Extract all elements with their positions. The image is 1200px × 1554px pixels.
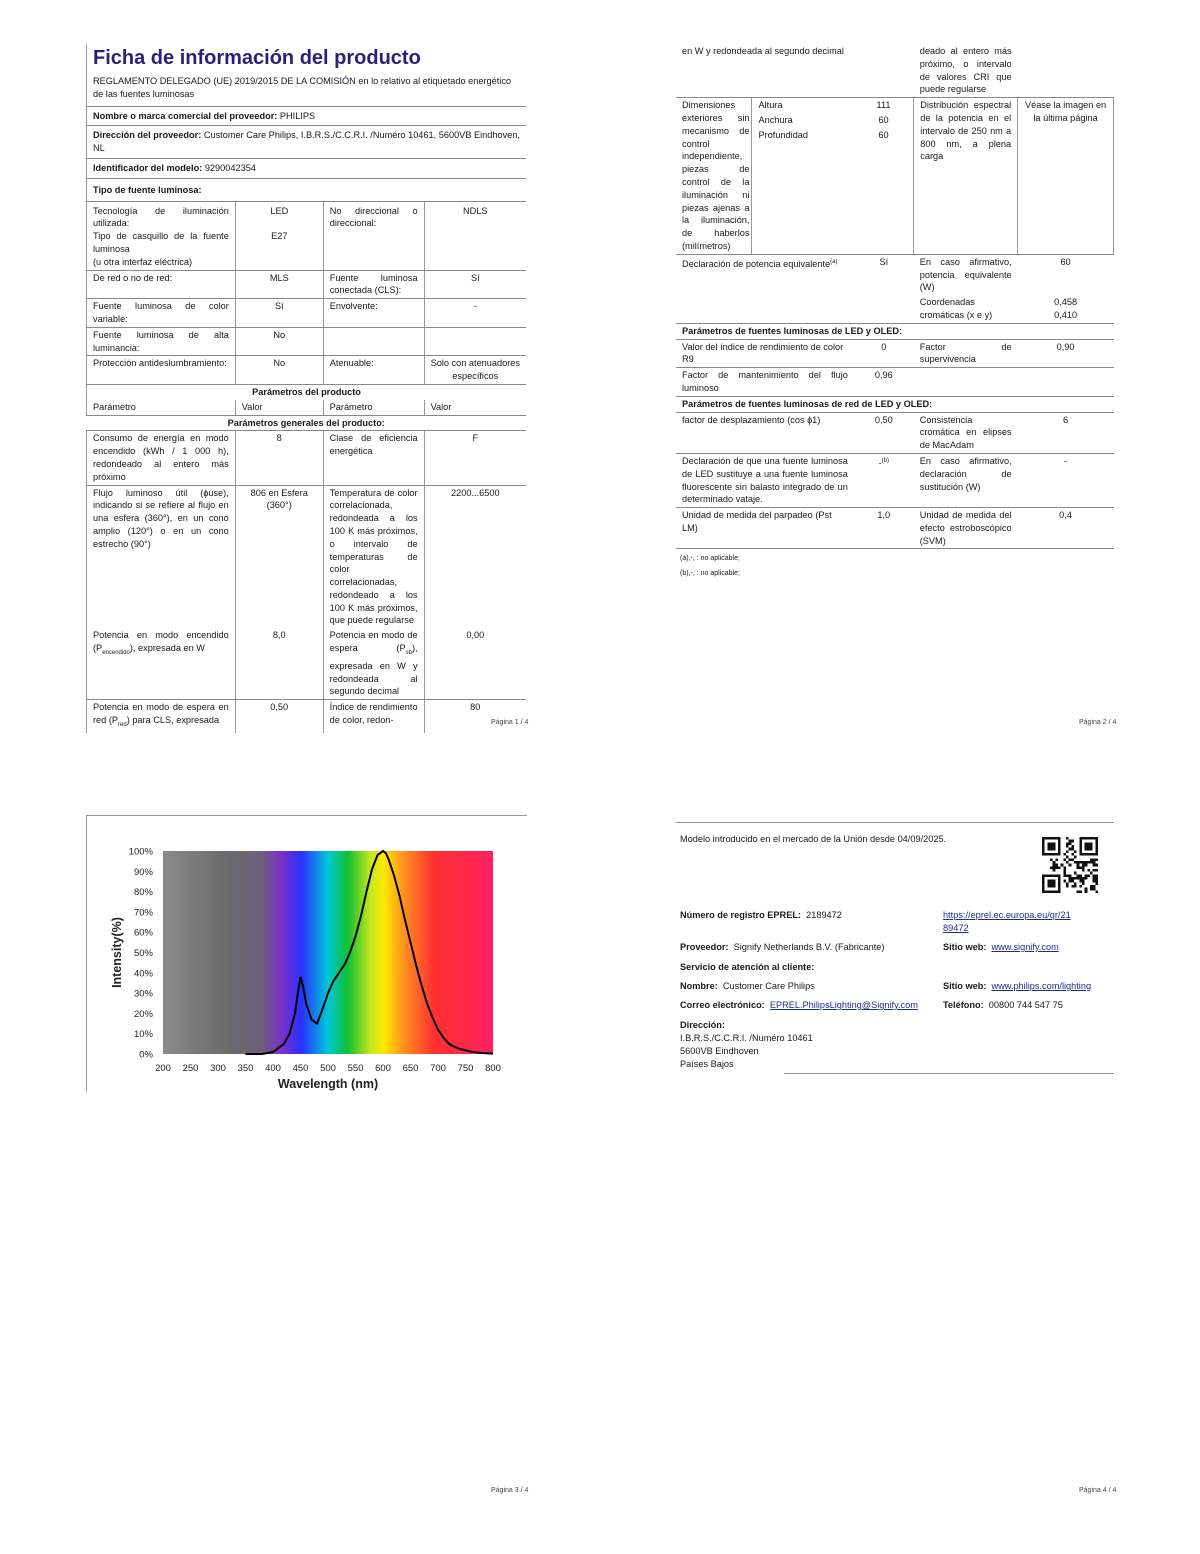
- replace-value: -$^{(b)}$: [854, 453, 914, 507]
- cri-label: Índice de rendimiento de color, redon-: [323, 700, 424, 733]
- page-4: [676, 822, 1114, 1075]
- mains-led-header: Parámetros de fuentes luminosas de red de LED y OLED:: [676, 396, 1114, 412]
- replace-label: Declaración de que una fuente luminosa de LED sustituye a una fuente luminosa fluorescente sin balasto integrado de un determinado vataje.: [676, 453, 854, 507]
- svm-value: 0,4: [1018, 508, 1114, 549]
- cri-value: 80: [424, 700, 526, 733]
- led-header: Parámetros de fuentes luminosas de LED y OLED:: [676, 323, 1114, 339]
- spd-label: Distribución espectral de la potencia en el intervalo de 250 nm a 800 nm, a plena carga: [914, 98, 1018, 255]
- depth-value: 60: [878, 129, 889, 140]
- y-tick-label: 100%: [128, 846, 153, 858]
- product-params-header: Parámetros del producto: [87, 385, 527, 400]
- eprel-label: Número de registro EPREL:: [680, 910, 801, 920]
- pon-value: 8,0: [235, 628, 323, 699]
- cls-label: Fuente luminosa conectada (CLS):: [323, 270, 424, 299]
- address-line-2: 5600VB Eindhoven: [680, 1046, 759, 1056]
- source-type-row: [86, 179, 526, 202]
- y-tick-label: 70%: [133, 907, 153, 919]
- envelope-label: Envolvente:: [323, 299, 424, 328]
- page-title: Ficha de información del producto: [86, 44, 526, 72]
- equiv-label: Declaración de potencia equivalente$^{(a)}$: [682, 258, 838, 269]
- eprel-url[interactable]: https://eprel.ec.europa.eu/qr/21 89472: [943, 910, 1071, 933]
- page-number-2: Página 2 / 4: [1079, 719, 1117, 726]
- tech-value-cell: [235, 202, 323, 270]
- model-row: [86, 159, 526, 179]
- col-value-header: Valor: [235, 400, 323, 415]
- web-label: Sitio web:: [943, 942, 987, 952]
- web2-row: [943, 980, 1091, 993]
- depth-label: Profundidad: [758, 129, 809, 140]
- equiv-value: Sí: [879, 256, 889, 267]
- y-tick-label: 30%: [133, 988, 153, 1000]
- bottom-divider: [784, 1073, 1114, 1074]
- phone-value: 00800 744 547 75: [988, 1000, 1063, 1010]
- col-value2-header: Valor: [424, 400, 526, 415]
- flux-label: Flujo luminoso útil (ɸuse), indicando si se refiere al flujo en una esfera (360°), en un cono amplio (120°) o en un cono estrecho (90°): [87, 485, 236, 628]
- antiglare-value: No: [235, 356, 323, 385]
- height-value: 111: [876, 100, 891, 111]
- colour-tunable-label: Fuente luminosa de color variable:: [87, 299, 236, 328]
- supplier-name-row: [86, 106, 526, 127]
- disp-label: factor de desplazamiento (cos ɸ1): [676, 412, 854, 453]
- col-param-header: Parámetro: [87, 400, 236, 415]
- service-row: [680, 961, 814, 974]
- flicker-value: 1,0: [854, 508, 914, 549]
- macadam-label: Consistencia cromática en elipses de MacAdam: [914, 412, 1018, 453]
- x-tick-label: 200: [155, 1063, 171, 1074]
- spd-value: Véase la imagen en la última página: [1018, 98, 1114, 255]
- footnote-b: (b),-, : no aplicable;: [680, 570, 740, 578]
- dimmable-value: Solo con atenuadores específicos: [424, 356, 526, 385]
- cap-note: (u otra interfaz eléctrica): [93, 256, 193, 267]
- page-number-4: Página 4 / 4: [1079, 1487, 1117, 1494]
- mains-value: MLS: [235, 270, 323, 299]
- psb-label: Potencia en modo de espera $(P_{sb})$, expresada en W y redondeada al segundo decimal: [323, 628, 424, 699]
- y-tick-label: 80%: [133, 887, 153, 899]
- y-axis-label: Intensity(%): [110, 917, 124, 988]
- psb-value: 0,00: [424, 628, 526, 699]
- y-tick-label: 0%: [139, 1049, 153, 1061]
- high-luminance-value: No: [235, 327, 323, 356]
- y-tick-label: 50%: [133, 948, 153, 959]
- general-params-header: Parámetros generales del producto:: [87, 415, 527, 431]
- colour-tunable-value: Sí: [235, 299, 323, 328]
- footnote-a: (a),-, : no aplicable;: [680, 555, 740, 563]
- pon-label: Potencia en modo encendido $(P_{encendido})$, expresada en W: [87, 628, 236, 699]
- x-axis-label: Wavelength (nm): [277, 1077, 379, 1091]
- y-tick-label: 60%: [133, 927, 153, 939]
- x-tick-label: 800: [485, 1063, 501, 1074]
- email-label: Correo electrónico:: [680, 1000, 765, 1010]
- equiv-power-label: En caso afirmativo, potencia equivalente (W): [919, 256, 1012, 293]
- page-1: [86, 44, 529, 733]
- cont-left: en W y redondeada al segundo decimal: [676, 44, 854, 98]
- chroma-x: 0,458: [1054, 297, 1078, 308]
- address-block: [680, 1019, 813, 1071]
- directional-label: No direccional o direccional:: [323, 202, 424, 270]
- dims-names: [752, 98, 854, 255]
- y-tick-label: 20%: [133, 1008, 153, 1020]
- product-params-table: [86, 385, 529, 733]
- page-number-3: Página 3 / 4: [491, 1487, 529, 1494]
- disp-value: 0,50: [854, 412, 914, 453]
- x-tick-label: 600: [375, 1063, 391, 1074]
- email-row: [680, 999, 918, 1012]
- pnet-label: Potencia en modo de espera en red $(P_{red})$ para CLS, expresada: [87, 700, 236, 733]
- chroma-label: Coordenadas cromáticas (x e y): [914, 295, 1018, 323]
- directional-value: NDLS: [424, 202, 526, 270]
- cont-right: deado al entero más próximo, o intervalo de valores CRI que puede regularse: [914, 44, 1018, 98]
- tech-value: LED: [270, 205, 289, 216]
- web2-link[interactable]: www.philips.com/lighting: [991, 981, 1092, 991]
- r9-value: 0: [854, 339, 914, 368]
- r9-label: Valor del índice de rendimiento de color R9: [676, 339, 854, 368]
- cct-value: 2200...6500: [424, 485, 526, 628]
- name-label: Nombre:: [680, 981, 718, 991]
- email-link[interactable]: EPREL.PhilipsLighting@Signify.com: [769, 1000, 918, 1010]
- supplier-name-label: Nombre o marca comercial del proveedor:: [93, 110, 278, 121]
- replace-w-label: En caso afirmativo, declaración de sustitución (W): [914, 453, 1018, 507]
- address-label: Dirección:: [680, 1020, 725, 1030]
- name-value: Customer Care Philips: [722, 981, 815, 991]
- eff-class-label: Clase de eficiencia energética: [323, 431, 424, 485]
- spectrum-background: [163, 851, 493, 1054]
- pnet-value: 0,50: [235, 700, 323, 733]
- svm-label: Unidad de medida del efecto estroboscópico (SVM): [914, 508, 1018, 549]
- address-line-1: I.B.R.S./C.C.R.I. /Numéro 10461: [680, 1033, 813, 1043]
- envelope-value: -: [424, 299, 526, 328]
- supplier-row: [680, 941, 884, 954]
- energy-label: Consumo de energía en modo encendido (kWh / 1 000 h), redondeado al entero más próximo: [87, 431, 236, 485]
- supplier-address-label: Dirección del proveedor:: [93, 130, 202, 141]
- lumen-maint-value: 0,96: [854, 368, 914, 397]
- x-tick-label: 650: [402, 1063, 419, 1074]
- supplier-value: Signify Netherlands B.V. (Fabricante): [733, 942, 885, 952]
- survival-value: 0,90: [1018, 339, 1114, 368]
- flicker-label: Unidad de medida del parpadeo (Pst LM): [676, 508, 854, 549]
- chroma-y: 0,410: [1054, 309, 1078, 320]
- model-label: Identificador del modelo:: [93, 162, 203, 173]
- x-tick-label: 350: [237, 1063, 254, 1074]
- page-2: [676, 44, 1114, 581]
- phone-label: Teléfono:: [943, 1000, 984, 1010]
- cct-label: Temperatura de color correlacionada, redondeada a los 100 K más próximos, o intervalo de temperaturas de color correlacionadas, redondeado a los 100 K más próximos, que puede regularse: [323, 485, 424, 628]
- chroma-values: [1018, 295, 1114, 323]
- eprel-row: [680, 909, 842, 922]
- macadam-value: 6: [1018, 412, 1114, 453]
- address-line-3: Países Bajos: [680, 1059, 734, 1069]
- cap-value: E27: [271, 231, 288, 242]
- eff-class-value: F: [424, 431, 526, 485]
- source-type-table: [86, 202, 526, 385]
- web-link[interactable]: www.signify.com: [991, 942, 1059, 952]
- intro-text: Modelo introducido en el mercado de la Unión desde 04/09/2025.: [680, 834, 947, 844]
- tech-label-cell: [87, 202, 236, 270]
- energy-value: 8: [235, 431, 323, 485]
- replace-w-value: -: [1018, 453, 1114, 507]
- y-tick-label: 10%: [133, 1029, 153, 1041]
- high-luminance-label: Fuente luminosa de alta luminancia:: [87, 327, 236, 356]
- tech-label: Tecnología de iluminación utilizada:: [93, 205, 229, 229]
- x-tick-label: 750: [457, 1063, 474, 1074]
- y-tick-label: 40%: [133, 968, 153, 980]
- service-label: Servicio de atención al cliente:: [680, 962, 815, 972]
- x-tick-label: 250: [182, 1063, 199, 1074]
- supplier-address-row: [86, 126, 526, 159]
- cls-value: Sí: [424, 270, 526, 299]
- y-tick-label: 90%: [133, 866, 153, 878]
- antiglare-label: Protección antideslumbramiento:: [87, 356, 236, 385]
- spectral-chart: [87, 816, 527, 1092]
- x-tick-label: 700: [430, 1063, 446, 1074]
- dims-label: Dimensiones exteriores sin mecanismo de control independiente, piezas de control de la iluminación ni piezas ajenas a la iluminación, de haberlos (milímetros): [676, 98, 752, 255]
- survival-label: Factor de supervivencia: [914, 339, 1018, 368]
- supplier-label: Proveedor:: [680, 942, 729, 952]
- web2-label: Sitio web:: [943, 981, 987, 991]
- x-tick-label: 300: [210, 1063, 226, 1074]
- phone-row: [943, 999, 1063, 1012]
- web-row: [943, 941, 1059, 954]
- equiv-power-value: 60: [1060, 256, 1071, 267]
- height-label: Altura: [758, 100, 783, 111]
- x-tick-label: 400: [265, 1063, 281, 1074]
- mains-label: De red o no de red:: [87, 270, 236, 299]
- flux-value: 806 en Esfera (360°): [235, 485, 323, 628]
- col-param2-header: Parámetro: [323, 400, 424, 415]
- x-tick-label: 450: [292, 1063, 309, 1074]
- supplier-address: Customer Care Philips, I.B.R.S./C.C.R.I. /Numéro 10461, 5600VB Eindhoven, NL: [93, 130, 520, 154]
- dimmable-label: Atenuable:: [323, 356, 424, 385]
- page-number-1: Página 1 / 4: [491, 719, 529, 726]
- x-tick-label: 550: [347, 1063, 364, 1074]
- model-id: 9290042354: [204, 162, 256, 173]
- width-label: Anchura: [758, 114, 793, 125]
- qr-code-icon: [1042, 837, 1098, 893]
- x-tick-label: 500: [320, 1063, 336, 1074]
- source-type-label: Tipo de fuente luminosa:: [93, 184, 202, 195]
- continued-table: [676, 44, 1114, 549]
- name-row: [680, 980, 815, 993]
- supplier-name: PHILIPS: [279, 110, 316, 121]
- eprel-value: 2189472: [806, 910, 842, 920]
- page-3: [86, 815, 527, 1092]
- dims-values: [854, 98, 914, 255]
- width-value: 60: [878, 114, 889, 125]
- cap-label: Tipo de casquillo de la fuente luminosa: [93, 231, 229, 254]
- regulation-text: REGLAMENTO DELEGADO (UE) 2019/2015 DE LA COMISIÓN en lo relativo al etiquetado energético de las fuentes luminosas: [86, 72, 526, 106]
- lumen-maint-label: Factor de mantenimiento del flujo luminoso: [676, 368, 854, 397]
